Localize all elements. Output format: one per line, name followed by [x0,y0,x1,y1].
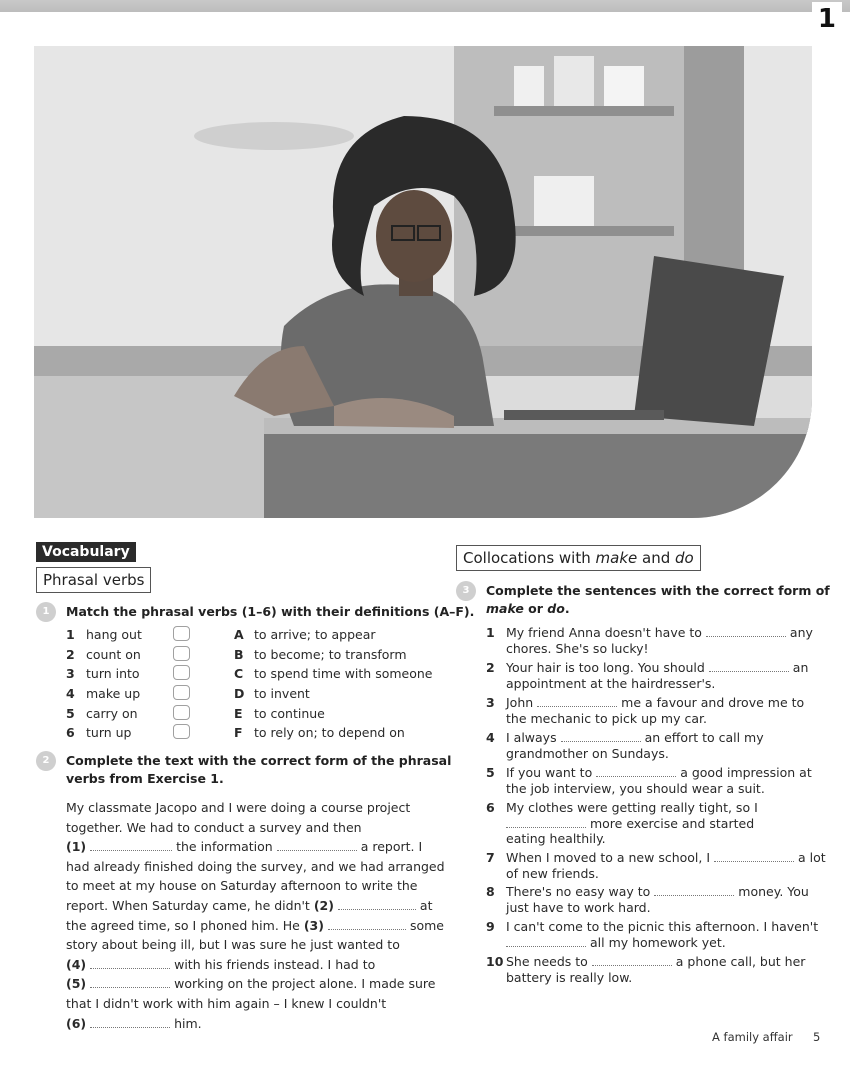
sentence-line [506,831,606,847]
sentence-4-blank[interactable] [561,730,641,742]
gap-number: (1) [66,839,87,855]
answer-box-1[interactable] [173,626,190,641]
definition-text: to become; to transform [254,647,407,662]
sentence-line [506,711,707,727]
sentence-8 [486,884,816,916]
text-segment: at [419,897,433,913]
exercise-2-text [66,798,445,1033]
definition-letter: A [234,627,244,642]
gap-6-blank[interactable] [90,1016,170,1028]
exercise-3-instruction-line-2 [486,600,830,618]
text-segment: together. We had to conduct a survey and then [66,819,362,835]
sentence-2-blank[interactable] [709,660,789,672]
verb-row-1 [66,626,142,644]
instruction-part: or [523,601,548,616]
text-segment: a phone call, but her [675,954,806,969]
definition-letter: E [234,706,243,721]
sentence-5 [486,765,816,797]
sentence-line [506,695,804,711]
answer-box-5[interactable] [173,705,190,720]
verb-number: 3 [66,666,75,681]
sentence-1 [486,625,816,657]
sentence-4 [486,730,816,762]
text-segment: grandmother on Sundays. [506,745,669,761]
sentence-8-blank[interactable] [654,884,734,896]
sentence-line [506,866,599,882]
definition-text: to rely on; to depend on [254,725,405,740]
text-line [66,798,445,818]
verb-text: make up [86,686,141,701]
sentence-number: 5 [486,765,495,780]
gap-5-blank[interactable] [90,976,170,988]
definition-letter: D [234,686,245,701]
text-segment: a lot [798,850,826,865]
text-segment: some [409,917,444,933]
text-segment: eating healthily. [506,831,606,846]
sentence-line [506,765,812,781]
instruction-part: make [486,601,524,616]
text-segment: the information [176,839,273,855]
sentence-3 [486,695,816,727]
answer-box-4[interactable] [173,685,190,700]
sentence-7-blank[interactable] [714,850,794,862]
answer-box-3[interactable] [173,665,190,680]
sentence-number: 7 [486,850,495,865]
text-line [66,818,445,838]
sentence-number: 4 [486,730,495,745]
verb-row-5 [66,705,138,723]
verb-text: count on [86,647,141,662]
definition-text: to arrive; to appear [254,627,376,642]
verb-number: 6 [66,725,75,740]
sentence-number: 3 [486,695,495,710]
exercise-3-number: 3 [456,581,476,601]
photo-woman-at-laptop [34,46,812,518]
text-segment: chores. She's so lucky! [506,640,649,656]
exercise-1-number: 1 [36,602,56,622]
top-bar [0,0,850,12]
text-segment: I can't come to the picnic this afternoon. I haven't [506,919,819,934]
text-segment: that I didn't work with him again – I knew I couldn't [66,995,387,1011]
text-segment: My clothes were getting really tight, so I [506,800,758,815]
sentence-line [506,746,669,762]
text-segment: him. [174,1015,202,1031]
text-segment: a good impression at [680,765,812,780]
text-segment: had already finished doing the survey, and we had arranged [66,858,445,874]
sentence-7 [486,850,826,882]
text-line [66,1014,445,1034]
sentence-line [506,900,651,916]
instruction-part: . [564,601,570,616]
definition-row-c [234,665,433,683]
verb-text: hang out [86,627,142,642]
verb-text: turn up [86,725,132,740]
gap-number: (4) [66,956,87,972]
exercise-3-instruction-line-1: Complete the sentences with the correct form of [486,583,830,598]
sentence-line [506,730,764,746]
text-segment: more exercise and started [589,815,755,831]
sentence-line [506,781,765,797]
heading-part: Collocations with [463,549,596,567]
exercise-2-instruction-line-1: Complete the text with the correct form of the phrasal [66,753,452,768]
sentence-line [506,935,726,951]
sentence-number: 2 [486,660,495,675]
sentence-line [506,850,826,866]
text-segment: an effort to call my [644,730,764,745]
verb-text: turn into [86,666,140,681]
definition-letter: F [234,725,243,740]
sentence-10-blank[interactable] [592,954,672,966]
sentence-line [506,954,805,970]
definition-row-b [234,646,407,664]
text-segment: any [789,625,813,640]
text-segment: I always [506,730,557,745]
answer-box-2[interactable] [173,646,190,661]
sentence-number: 9 [486,919,495,934]
definition-text: to invent [254,686,310,701]
footer-title: A family affair [712,1030,793,1044]
text-line [66,896,445,916]
text-line [66,955,445,975]
gap-number: (5) [66,976,87,992]
sentence-line [506,816,754,832]
sentence-6-blank[interactable] [506,816,586,828]
text-segment: My friend Anna doesn't have to [506,625,702,640]
page-number: 5 [813,1030,821,1044]
text-segment: the mechanic to pick up my car. [506,710,707,726]
definition-row-d [234,685,310,703]
sentence-line [506,625,813,641]
verb-number: 4 [66,686,75,701]
verb-number: 2 [66,647,75,662]
verb-number: 5 [66,706,75,721]
text-segment: just have to work hard. [506,899,651,915]
exercise-3-instruction [486,582,830,618]
definition-row-f [234,724,405,742]
text-segment: If you want to [506,765,593,780]
definition-row-a [234,626,376,644]
heading-part: make [595,549,638,567]
sentence-9-blank[interactable] [506,935,586,947]
text-line [66,974,445,994]
sentence-5-blank[interactable] [596,765,676,777]
text-segment: a report. I [360,839,423,855]
text-segment: to meet at my house on Saturday afternoon to write the [66,878,418,894]
text-segment: working on the project alone. I made sure [174,976,436,992]
definition-text: to continue [254,706,325,721]
text-segment: When I moved to a new school, I [506,850,711,865]
sentence-line [506,800,758,816]
gap-number: (2) [313,897,334,913]
heading-part: do [675,549,694,567]
gap-number: (3) [303,917,324,933]
text-segment: the job interview, you should wear a suit. [506,780,765,796]
text-segment: battery is really low. [506,969,633,985]
sentence-number: 8 [486,884,495,899]
text-segment: appointment at the hairdresser's. [506,675,716,691]
text-segment: money. You [738,884,809,899]
sentence-3-blank[interactable] [537,695,617,707]
heading-part: and [637,549,675,567]
exercise-2-instruction [66,752,451,788]
exercise-1-instruction: Match the phrasal verbs (1–6) with their definitions (A–F). [66,604,475,619]
sentence-9 [486,919,819,951]
sentence-10 [486,954,816,986]
text-line [66,916,445,936]
phrasal-verbs-heading: Phrasal verbs [36,567,151,593]
sentence-number: 6 [486,800,495,815]
verb-row-3 [66,665,140,683]
text-line [66,994,445,1014]
gap-3-blank[interactable] [328,918,406,930]
text-segment: My classmate Jacopo and I were doing a course project [66,800,411,815]
text-segment: the agreed time, so I phoned him. He [66,917,300,933]
sentence-1-blank[interactable] [706,625,786,637]
sentence-line [506,884,809,900]
text-segment: with his friends instead. I had to [174,956,376,972]
text-segment: me a favour and drove me to [621,695,805,710]
text-segment: all my homework yet. [589,934,726,950]
vocabulary-badge: Vocabulary [36,542,136,562]
answer-box-6[interactable] [173,724,190,739]
unit-photo [34,46,812,518]
text-segment: story about being ill, but I was sure he just wanted to [66,937,400,953]
unit-number: 1 [817,4,836,34]
gap-number: (6) [66,1015,87,1031]
instruction-part: do [547,601,565,616]
text-segment: an [792,660,809,675]
text-line [66,857,445,877]
text-segment: John [506,695,534,710]
gap-1-blank[interactable] [90,839,172,851]
exercise-2-instruction-line-2: verbs from Exercise 1. [66,771,224,786]
text-segment: report. When Saturday came, he didn't [66,897,310,913]
sentence-line [506,641,649,657]
text-line [66,876,445,896]
verb-row-4 [66,685,140,703]
text-segment: She needs to [506,954,588,969]
exercise-2-number: 2 [36,751,56,771]
verb-row-6 [66,724,132,742]
collocations-heading [456,545,701,571]
verb-text: carry on [86,706,138,721]
sentence-line [506,660,808,676]
text-line [66,837,445,857]
gap-4-blank[interactable] [90,957,170,969]
sentence-number: 10 [486,954,504,969]
text-segment: There's no easy way to [506,884,651,899]
definition-text: to spend time with someone [254,666,433,681]
sentence-line [506,919,818,935]
text-line [66,935,445,955]
text-segment: Your hair is too long. You should [506,660,705,675]
text-segment: of new friends. [506,865,599,881]
definition-letter: C [234,666,244,681]
verb-row-2 [66,646,141,664]
definition-letter: B [234,647,244,662]
sentence-line [506,676,715,692]
verb-number: 1 [66,627,75,642]
gap-1b-blank[interactable] [277,839,357,851]
sentence-2 [486,660,816,692]
sentence-6 [486,800,816,848]
gap-2-blank[interactable] [338,898,416,910]
sentence-number: 1 [486,625,495,640]
definition-row-e [234,705,325,723]
sentence-line [506,970,632,986]
